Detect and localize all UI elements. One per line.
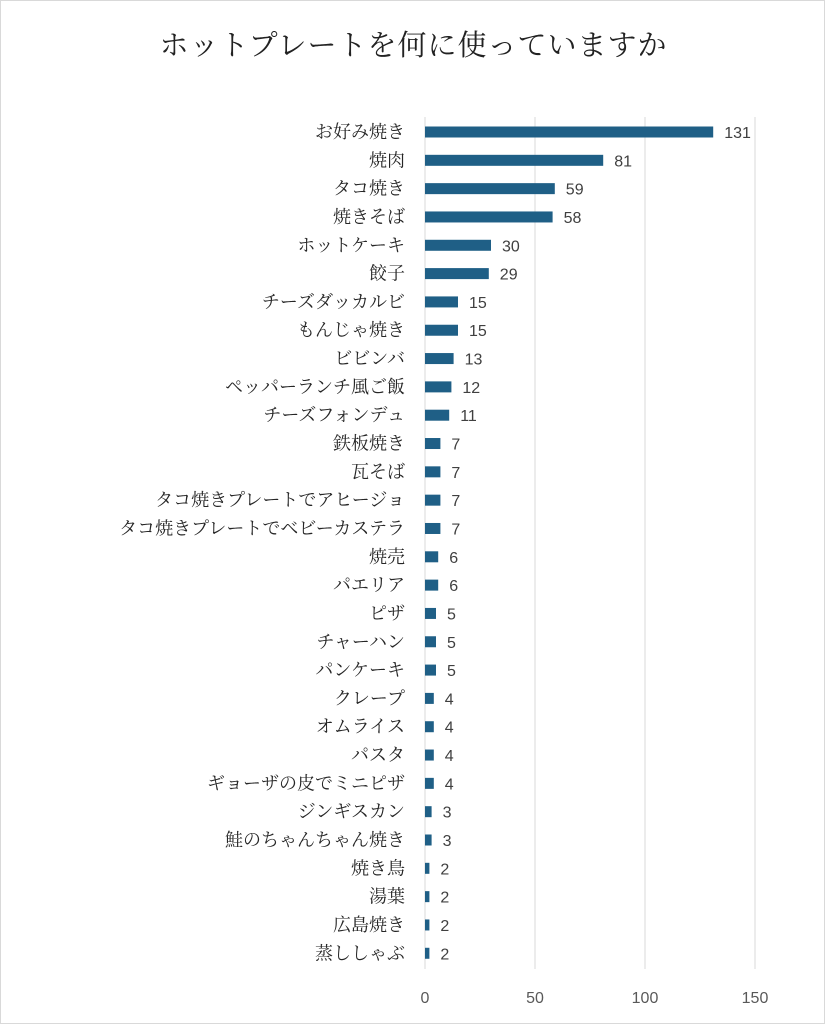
bar-29 (425, 948, 429, 959)
category-label-24: ジンギスカン (297, 801, 405, 823)
category-label-28: 広島焼き (333, 914, 405, 936)
bar-19 (425, 665, 436, 676)
bar-2 (425, 183, 555, 194)
bar-12 (425, 466, 440, 477)
category-label-27: 湯葉 (369, 886, 405, 908)
data-label-10: 11 (460, 408, 477, 426)
bar-14 (425, 523, 440, 534)
category-label-11: 鉄板焼き (333, 433, 405, 455)
bar-20 (425, 693, 434, 704)
category-label-29: 蒸ししゃぶ (315, 943, 405, 965)
data-label-6: 15 (469, 294, 487, 312)
category-label-22: パスタ (351, 745, 405, 767)
category-label-3: 焼きそば (333, 206, 405, 228)
data-label-12: 7 (451, 464, 461, 482)
category-label-10: チーズフォンデュ (263, 405, 405, 427)
bar-27 (425, 891, 429, 902)
data-label-0: 131 (724, 125, 751, 142)
bar-25 (425, 835, 432, 846)
data-label-17: 5 (447, 606, 456, 624)
bar-21 (425, 721, 434, 732)
data-label-14: 7 (451, 521, 461, 539)
data-label-4: 30 (502, 238, 520, 256)
data-label-26: 2 (440, 861, 450, 879)
bar-13 (425, 495, 440, 506)
category-label-6: チーズダッカルビ (261, 291, 405, 313)
data-label-9: 12 (462, 379, 481, 397)
x-tick-label-100: 100 (631, 990, 659, 1007)
category-label-16: パエリア (333, 575, 405, 597)
category-label-5: 餃子 (369, 263, 405, 285)
x-tick-label-0: 0 (420, 990, 430, 1007)
bar-10 (425, 410, 449, 421)
category-label-18: チャーハン (316, 631, 405, 653)
data-label-19: 5 (447, 663, 456, 681)
bar-17 (425, 608, 436, 619)
category-label-13: タコ焼きプレートでアヒージョ (155, 490, 405, 512)
category-label-1: 焼肉 (369, 150, 405, 172)
bar-8 (425, 353, 454, 364)
bar-6 (425, 296, 458, 307)
category-label-4: ホットケーキ (297, 235, 405, 257)
category-label-14: タコ焼きプレートでベビーカステラ (119, 518, 405, 540)
chart-title: ホットプレートを何に使っていますか (159, 28, 668, 62)
data-label-15: 6 (449, 549, 459, 567)
data-label-3: 58 (563, 209, 582, 227)
data-label-24: 3 (442, 804, 452, 822)
data-label-16: 6 (449, 578, 459, 596)
bar-11 (425, 438, 440, 449)
data-label-20: 4 (444, 691, 454, 709)
bar-22 (425, 750, 434, 761)
data-label-29: 2 (440, 946, 450, 964)
category-label-9: ペッパーランチ風ご飯 (225, 376, 405, 398)
bar-26 (425, 863, 429, 874)
category-label-8: ビビンバ (334, 348, 405, 370)
bar-28 (425, 919, 429, 930)
data-label-28: 2 (440, 917, 450, 935)
category-label-19: パンケーキ (315, 660, 405, 682)
bar-15 (425, 551, 438, 562)
data-label-25: 3 (442, 833, 452, 850)
bar-0 (425, 127, 713, 138)
category-label-12: 瓦そば (351, 461, 405, 483)
category-label-0: お好み焼き (315, 122, 405, 143)
data-label-21: 4 (444, 719, 454, 737)
bar-16 (425, 580, 438, 591)
bar-7 (425, 325, 458, 336)
bar-23 (425, 778, 434, 789)
bar-4 (425, 240, 491, 251)
category-label-23: ギョーザの皮でミニピザ (207, 773, 405, 795)
bar-3 (425, 211, 553, 222)
x-tick-label-150: 150 (741, 990, 769, 1007)
category-label-15: 焼売 (369, 546, 405, 568)
bar-5 (425, 268, 489, 279)
data-label-2: 59 (565, 181, 584, 199)
data-label-13: 7 (451, 493, 461, 511)
category-label-17: ピザ (369, 603, 405, 625)
bar-9 (425, 381, 451, 392)
bar-24 (425, 806, 432, 817)
category-label-26: 焼き鳥 (351, 858, 405, 880)
data-label-8: 13 (464, 351, 483, 369)
bar-1 (425, 155, 603, 166)
category-label-20: クレープ (333, 688, 405, 710)
data-label-7: 15 (469, 323, 487, 341)
category-label-25: 鮭のちゃんちゃん焼き (225, 830, 405, 851)
category-label-2: タコ焼き (333, 178, 405, 200)
bar-18 (425, 636, 436, 647)
data-label-11: 7 (451, 436, 461, 454)
data-label-18: 5 (447, 634, 456, 652)
category-label-21: オムライス (315, 716, 405, 738)
data-label-5: 29 (499, 266, 518, 284)
data-label-1: 81 (614, 153, 632, 171)
category-label-7: もんじゃ焼き (297, 320, 405, 342)
x-tick-label-50: 50 (526, 990, 544, 1007)
data-label-23: 4 (444, 776, 454, 794)
data-label-22: 4 (444, 748, 454, 766)
data-label-27: 2 (440, 889, 450, 907)
bar-chart (1, 1, 825, 1025)
